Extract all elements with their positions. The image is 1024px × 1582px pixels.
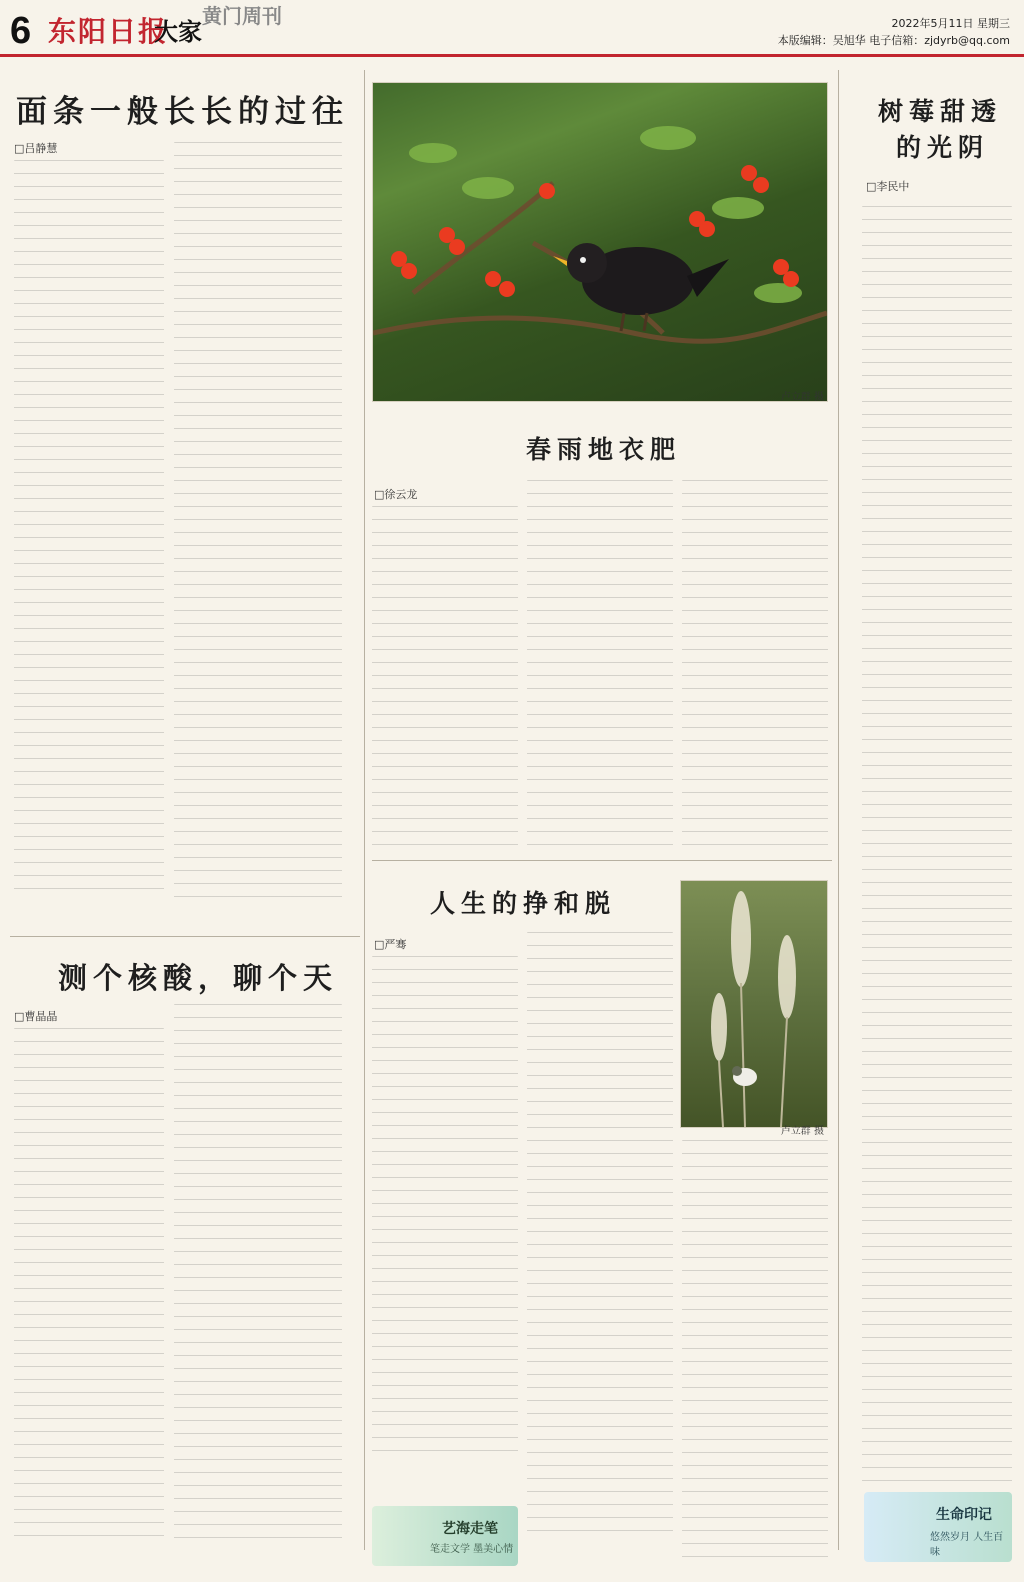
grass-bird-photo [680, 880, 828, 1128]
article-body-noodles-col-2 [174, 142, 342, 902]
right-footer-logo-title: 生命印记 [936, 1507, 992, 1523]
grass-plumes [711, 891, 796, 1061]
column-divider-right [838, 70, 839, 1550]
issue-date: 2022年5月11日 星期三 [891, 17, 1010, 30]
bird-cherry-photo [372, 82, 828, 402]
article-body-life-struggle-col-1 [372, 956, 518, 1462]
editor-line: 本版编辑：吴旭华 电子信箱：zjdyrb@qq.com [777, 33, 1010, 47]
byline-spring-rain: □徐云龙 [374, 488, 418, 501]
article-title-life-struggle: 人生的挣和脱 [430, 889, 617, 918]
article-body-nucleic-test-col-1 [14, 1028, 164, 1548]
article-body-life-struggle-col-2 [527, 932, 673, 1532]
article-body-raspberry [862, 206, 1012, 1492]
byline-noodles: □吕静慧 [14, 142, 58, 155]
right-footer-logo-slogan: 悠然岁月 人生百味 [930, 1532, 1004, 1558]
column-divider-left [364, 70, 365, 1550]
article-title-nucleic-test: 测个核酸，聊个天 [58, 961, 339, 995]
article-body-nucleic-test-col-2 [174, 1004, 342, 1548]
section-divider-left [10, 936, 360, 937]
section-divider-center [372, 860, 832, 861]
article-body-noodles-col-1 [14, 160, 164, 900]
byline-nucleic-test: □曹晶晶 [14, 1010, 58, 1023]
article-body-spring-rain-col-1 [372, 506, 518, 848]
right-footer-logo [864, 1492, 1012, 1562]
article-title-spring-rain: 春雨地衣肥 [526, 435, 682, 464]
photo-credit-bird: 卢立群 摄 [780, 392, 824, 403]
supplement-name: 黄门周刊 [202, 4, 282, 28]
left-footer-logo-title: 艺海走笔 [442, 1521, 498, 1537]
issue-info [778, 16, 1010, 49]
byline-raspberry: □李民中 [866, 180, 910, 193]
bird-cherry-illustration [373, 83, 827, 401]
grass-bird-illustration [681, 881, 827, 1127]
masthead [0, 0, 1024, 57]
article-title-noodles: 面条一般长长的过往 [16, 94, 349, 130]
left-footer-logo [372, 1506, 518, 1566]
article-body-spring-rain-col-3 [682, 480, 828, 848]
grass-stems [719, 983, 787, 1127]
blackbird [553, 243, 729, 331]
byline-life-struggle: □严骞 [374, 938, 407, 951]
article-title-raspberry-line-2: 的光阴 [896, 133, 990, 162]
page-number: 6 [10, 10, 32, 52]
small-bird [732, 1066, 757, 1086]
section-name: 大家 [154, 18, 202, 46]
left-footer-logo-slogan: 笔走文学 墨美心情 [430, 1544, 514, 1555]
article-body-spring-rain-col-2 [527, 480, 673, 848]
article-body-life-struggle-col-3 [682, 1140, 828, 1560]
paper-name: 东阳日报 [48, 15, 169, 48]
article-title-raspberry-line-1: 树莓甜透 [878, 97, 1003, 126]
photo-credit-grass: 卢立群 摄 [780, 1126, 824, 1137]
